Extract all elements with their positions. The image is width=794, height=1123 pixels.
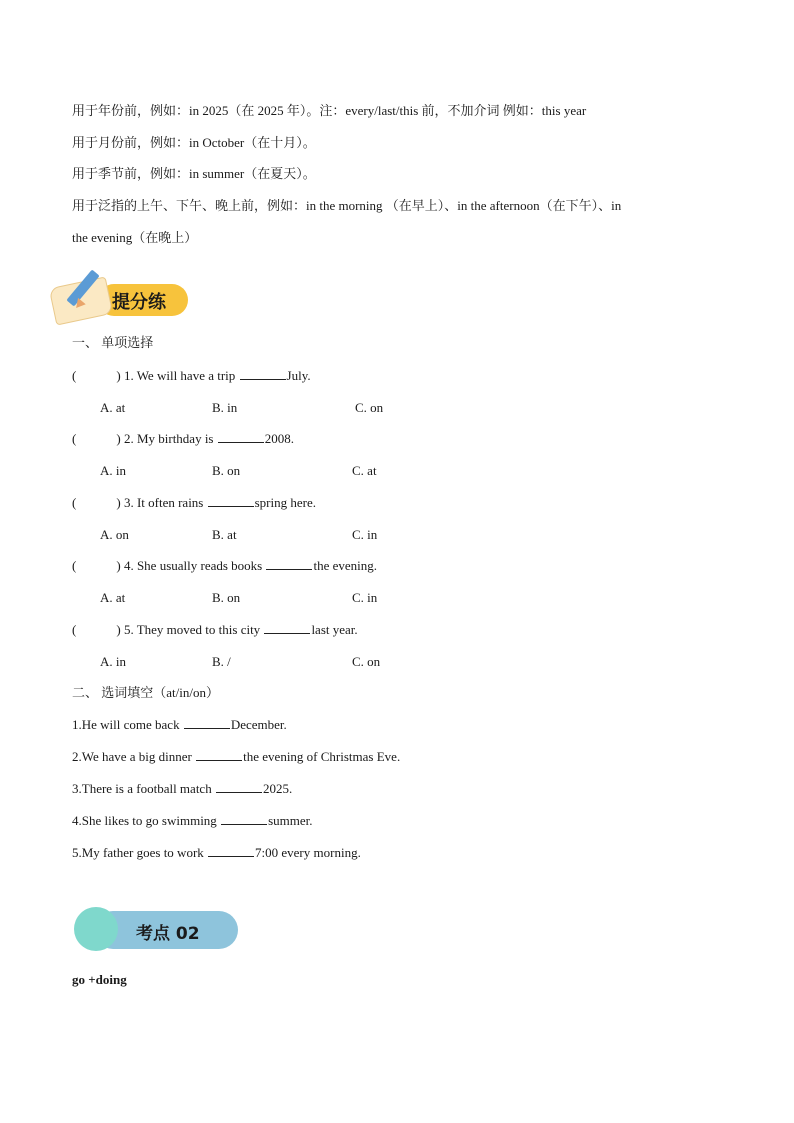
fill-text: 2.We have a big dinner	[72, 749, 196, 764]
blank[interactable]	[196, 748, 242, 761]
fill-item-1	[72, 716, 287, 734]
topic-banner-label: 考点 02	[136, 924, 200, 944]
option-c[interactable]: C. in	[352, 527, 378, 542]
question-paren-open: (	[72, 558, 77, 573]
fill-item-4	[72, 812, 312, 830]
question-paren-open: (	[72, 495, 77, 510]
option-a[interactable]: A. at	[100, 400, 126, 415]
intro-month: 用于月份前，例如：in October（在十月）。	[72, 135, 316, 150]
fill-text-after: the evening of Christmas Eve.	[243, 749, 401, 764]
topic-banner	[74, 907, 240, 953]
option-c[interactable]: C. in	[352, 590, 378, 605]
intro-season: 用于季节前，例如：in summer（在夏天）。	[72, 166, 316, 181]
blank[interactable]	[208, 844, 254, 857]
blank[interactable]	[264, 621, 310, 634]
blank[interactable]	[221, 812, 267, 825]
question-text-after: July.	[286, 368, 311, 383]
question-text-after: the evening.	[313, 558, 378, 573]
fill-text-after: summer.	[268, 813, 313, 828]
question-text: 1. We will have a trip	[123, 368, 239, 383]
fill-text: 1.He will come back	[72, 717, 183, 732]
question-1	[72, 367, 311, 385]
blank[interactable]	[208, 494, 254, 507]
fill-text: 4.She likes to go swimming	[72, 813, 221, 828]
fill-text-after: 2025.	[262, 781, 293, 796]
option-b[interactable]: B. in	[212, 400, 238, 415]
section1-heading: 一、 单项选择	[72, 335, 154, 350]
option-a[interactable]: A. at	[100, 590, 126, 605]
option-b[interactable]: B. on	[212, 590, 241, 605]
question-paren-close: )	[116, 558, 121, 573]
fill-text-after: December.	[230, 717, 287, 732]
question-2	[72, 430, 294, 448]
question-text: 2. My birthday is	[123, 431, 217, 446]
topic-title: go +doing	[72, 972, 127, 987]
fill-text-after: 7:00 every morning.	[255, 845, 361, 860]
fill-item-5	[72, 844, 361, 862]
question-text: 4. She usually reads books	[123, 558, 266, 573]
practice-banner-label: 提分练	[112, 292, 166, 313]
question-paren-close: )	[116, 495, 121, 510]
question-text: 5. They moved to this city	[123, 622, 264, 637]
intro-year: 用于年份前，例如：in 2025（在 2025 年）。注：every/last/this 前，不加介词 例如：this year	[72, 103, 587, 118]
circle-icon	[74, 907, 118, 951]
blank[interactable]	[218, 430, 264, 443]
practice-banner	[48, 264, 193, 322]
question-text-after: last year.	[311, 622, 358, 637]
intro-daypart-1: 用于泛指的上午、下午、晚上前，例如：in the morning （在早上）、in the afternoon（在下午）、in	[72, 198, 622, 213]
question-paren-open: (	[72, 368, 77, 383]
question-text-after: 2008.	[264, 431, 294, 446]
question-paren-close: )	[116, 622, 121, 637]
option-b[interactable]: B. on	[212, 463, 241, 478]
section2-heading: 二、 选词填空（at/in/on）	[72, 685, 219, 700]
option-a[interactable]: A. in	[100, 654, 126, 669]
fill-text: 3.There is a football match	[72, 781, 215, 796]
fill-item-2	[72, 748, 400, 766]
fill-text: 5.My father goes to work	[72, 845, 208, 860]
question-paren-open: (	[72, 622, 77, 637]
question-3	[72, 494, 316, 512]
option-c[interactable]: C. at	[352, 463, 377, 478]
question-text-after: spring here.	[254, 495, 316, 510]
option-b[interactable]: B. /	[212, 654, 231, 669]
question-5	[72, 621, 358, 639]
question-paren-close: )	[116, 368, 121, 383]
option-c[interactable]: C. on	[352, 654, 381, 669]
fill-item-3	[72, 780, 292, 798]
option-c[interactable]: C. on	[355, 400, 384, 415]
blank[interactable]	[184, 716, 230, 729]
question-paren-open: (	[72, 431, 77, 446]
option-a[interactable]: A. on	[100, 527, 129, 542]
question-text: 3. It often rains	[123, 495, 207, 510]
blank[interactable]	[216, 780, 262, 793]
option-a[interactable]: A. in	[100, 463, 126, 478]
question-paren-close: )	[116, 431, 121, 446]
question-4	[72, 557, 377, 575]
intro-daypart-2: the evening（在晚上）	[72, 230, 198, 245]
option-b[interactable]: B. at	[212, 527, 237, 542]
blank[interactable]	[266, 557, 312, 570]
blank[interactable]	[240, 367, 286, 380]
